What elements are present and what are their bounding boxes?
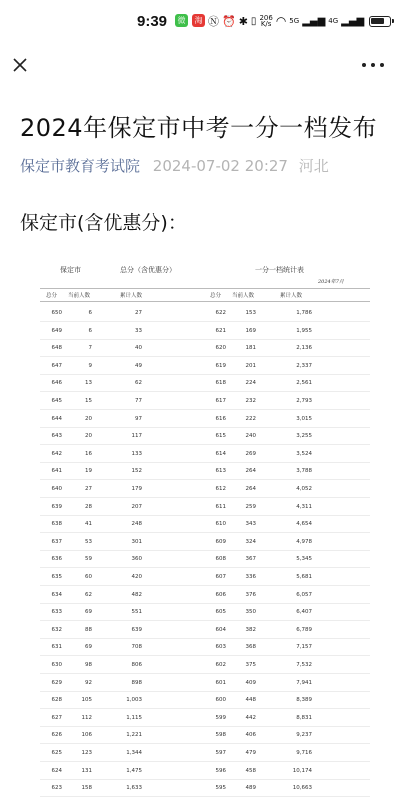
table-cell: 627: [51, 714, 62, 721]
table-cell: 7,941: [296, 679, 312, 686]
table-row: [40, 504, 370, 516]
table-row: [40, 785, 370, 797]
table-cell: 27: [135, 310, 142, 316]
table-date-note: 2024年7月: [318, 279, 344, 285]
table-cell: 69: [85, 644, 92, 651]
col-header-score-1: 总分: [46, 293, 58, 299]
table-cell: 6: [88, 310, 92, 316]
table-cell: 62: [85, 591, 92, 598]
row-divider: [40, 655, 370, 656]
table-cell: 117: [131, 433, 142, 440]
table-cell: 4,311: [296, 503, 312, 510]
table-cell: 8,389: [296, 697, 312, 704]
table-row: [40, 697, 370, 709]
table-cell: 617: [215, 398, 226, 404]
table-cell: 406: [245, 732, 256, 739]
table-cell: 27: [85, 486, 92, 492]
table-header-total: 总分（含优惠分）: [120, 266, 176, 274]
table-cell: 224: [245, 380, 256, 387]
table-row: [40, 380, 370, 392]
table-row: [40, 310, 370, 322]
vibrate-icon: ▯: [250, 15, 257, 27]
more-dot-icon: [380, 63, 384, 67]
table-cell: 4,654: [296, 521, 312, 528]
close-button[interactable]: [10, 55, 30, 75]
status-time: 9:39: [137, 13, 168, 30]
table-cell: 77: [135, 398, 142, 404]
row-divider: [40, 726, 370, 727]
table-cell: 9,716: [296, 750, 312, 756]
row-divider: [40, 339, 370, 340]
table-cell: 179: [131, 486, 142, 492]
table-cell: 621: [215, 327, 226, 334]
table-row: [40, 521, 370, 533]
table-cell: 20: [85, 415, 92, 422]
table-cell: 15: [85, 398, 92, 404]
wechat-notify-icon: 微: [175, 14, 188, 27]
table-cell: 604: [215, 626, 226, 633]
table-cell: 806: [131, 662, 142, 668]
table-cell: 264: [245, 486, 256, 492]
table-cell: 360: [131, 556, 142, 563]
table-cell: 619: [215, 362, 226, 369]
row-divider: [40, 444, 370, 445]
table-cell: 606: [215, 591, 226, 598]
col-header-cumulative-2: 累计人数: [280, 293, 303, 299]
table-cell: 605: [215, 609, 226, 616]
table-cell: 643: [51, 433, 62, 440]
table-cell: 641: [51, 468, 62, 475]
account-name-link[interactable]: 保定市教育考试院: [20, 157, 141, 175]
status-bar: [0, 0, 400, 44]
table-cell: 4,052: [296, 486, 312, 492]
table-cell: 1,955: [296, 327, 312, 334]
table-cell: 636: [51, 556, 62, 563]
close-icon: [10, 55, 30, 75]
table-cell: 639: [51, 503, 62, 510]
table-row: [40, 768, 370, 780]
table-cell: 153: [245, 310, 256, 316]
row-divider: [40, 620, 370, 621]
table-rule: [40, 288, 370, 289]
table-cell: 611: [215, 503, 226, 510]
table-cell: 240: [245, 433, 256, 440]
table-cell: 597: [215, 750, 226, 756]
table-cell: 20: [85, 433, 92, 440]
table-cell: 609: [215, 538, 226, 545]
signal-5g-label: 5G: [289, 17, 300, 25]
table-row: [40, 715, 370, 727]
table-cell: 181: [245, 345, 256, 352]
taobao-notify-icon: 淘: [192, 14, 205, 27]
row-divider: [40, 321, 370, 322]
table-cell: 6,057: [296, 591, 312, 598]
table-cell: 13: [85, 380, 92, 387]
table-cell: 646: [51, 380, 62, 387]
table-cell: 69: [85, 609, 92, 616]
table-cell: 33: [135, 327, 142, 334]
table-cell: 92: [85, 679, 92, 686]
table-cell: 601: [215, 679, 226, 686]
table-cell: 631: [51, 644, 62, 651]
table-cell: 2,793: [296, 398, 312, 404]
article-meta: [20, 155, 329, 176]
table-cell: 152: [131, 468, 142, 475]
row-divider: [40, 532, 370, 533]
col-header-score-2: 总分: [210, 293, 222, 299]
table-row: [40, 732, 370, 744]
table-cell: 637: [51, 538, 62, 545]
table-cell: 645: [51, 398, 62, 404]
table-cell: 112: [81, 714, 92, 721]
row-divider: [40, 603, 370, 604]
signal-4g-label: 4G: [328, 17, 339, 25]
table-cell: 647: [51, 362, 62, 369]
table-cell: 479: [245, 750, 256, 756]
table-header-city: 保定市: [60, 266, 81, 274]
table-cell: 269: [245, 450, 256, 457]
row-divider: [40, 779, 370, 780]
table-cell: 616: [215, 415, 226, 422]
table-cell: 19: [85, 468, 92, 475]
table-cell: 458: [245, 767, 256, 774]
col-header-current-2: 当前人数: [232, 293, 255, 299]
table-cell: 324: [245, 538, 256, 545]
table-cell: 633: [51, 609, 62, 616]
table-cell: 448: [245, 697, 256, 704]
score-table-image[interactable]: [40, 258, 370, 792]
table-cell: 59: [85, 556, 92, 563]
table-cell: 7: [88, 345, 92, 352]
table-cell: 97: [135, 415, 142, 422]
table-row: [40, 556, 370, 568]
row-divider: [40, 550, 370, 551]
table-row: [40, 627, 370, 639]
table-cell: 2,136: [296, 345, 312, 352]
table-cell: 622: [215, 310, 226, 316]
table-cell: 376: [245, 591, 256, 598]
more-dot-icon: [362, 63, 366, 67]
table-cell: 8,831: [296, 714, 312, 721]
table-cell: 482: [131, 591, 142, 598]
table-rule: [40, 301, 370, 302]
table-cell: 642: [51, 450, 62, 457]
more-options-button[interactable]: [362, 56, 384, 74]
table-row: [40, 398, 370, 410]
table-cell: 105: [81, 697, 92, 704]
table-cell: 169: [245, 327, 256, 334]
more-dot-icon: [371, 63, 375, 67]
battery-icon: [369, 16, 391, 27]
table-cell: 264: [245, 468, 256, 475]
table-header-title: 一分一档统计表: [255, 266, 304, 274]
col-header-cumulative-1: 累计人数: [120, 293, 143, 299]
row-divider: [40, 409, 370, 410]
table-cell: 603: [215, 644, 226, 651]
row-divider: [40, 708, 370, 709]
table-cell: 62: [135, 380, 142, 387]
table-cell: 259: [245, 503, 256, 510]
signal-bars-icon: ▂▄▆: [341, 15, 365, 27]
table-cell: 607: [215, 574, 226, 580]
table-cell: 41: [85, 521, 92, 528]
table-cell: 620: [215, 345, 226, 352]
table-cell: 9,237: [296, 732, 312, 739]
table-cell: 613: [215, 468, 226, 475]
table-cell: 382: [245, 626, 256, 633]
table-cell: 368: [245, 644, 256, 651]
table-cell: 222: [245, 415, 256, 422]
table-cell: 625: [51, 750, 62, 756]
row-divider: [40, 427, 370, 428]
table-row: [40, 451, 370, 463]
status-indicators: [208, 13, 391, 29]
row-divider: [40, 515, 370, 516]
table-cell: 442: [245, 714, 256, 721]
table-row: [40, 468, 370, 480]
table-cell: 632: [51, 626, 62, 633]
table-cell: 635: [51, 574, 62, 580]
publish-location: 河北: [298, 157, 329, 175]
table-cell: 375: [245, 662, 256, 668]
table-row: [40, 644, 370, 656]
table-row: [40, 592, 370, 604]
publish-date: 2024-07-02 20:27: [152, 157, 288, 175]
table-cell: 615: [215, 433, 226, 440]
row-divider: [40, 479, 370, 480]
table-cell: 248: [131, 521, 142, 528]
table-cell: 350: [245, 609, 256, 616]
table-cell: 629: [51, 679, 62, 686]
table-cell: 614: [215, 450, 226, 457]
wifi-icon: ◠: [275, 14, 287, 28]
table-cell: 343: [245, 521, 256, 528]
table-cell: 7,532: [296, 662, 312, 668]
table-cell: 630: [51, 662, 62, 668]
bluetooth-icon: ✱: [238, 14, 248, 28]
table-cell: 60: [85, 574, 92, 580]
table-cell: 639: [131, 626, 142, 633]
table-cell: 49: [135, 362, 142, 369]
nfc-icon: Ⓝ: [208, 15, 219, 28]
table-cell: 608: [215, 556, 226, 563]
table-cell: 6: [88, 327, 92, 334]
table-cell: 638: [51, 521, 62, 528]
table-cell: 133: [131, 450, 142, 457]
table-row: [40, 539, 370, 551]
row-divider: [40, 638, 370, 639]
table-cell: 2,337: [296, 362, 312, 369]
row-divider: [40, 497, 370, 498]
table-cell: 88: [85, 626, 92, 633]
table-cell: 708: [131, 644, 142, 651]
table-cell: 628: [51, 697, 62, 704]
table-cell: 5,681: [296, 574, 312, 580]
table-cell: 3,788: [296, 468, 312, 475]
table-cell: 595: [215, 785, 226, 792]
table-cell: 599: [215, 714, 226, 721]
table-cell: 1,115: [126, 714, 142, 721]
table-cell: 600: [215, 697, 226, 704]
table-cell: 10,174: [292, 767, 312, 774]
table-row: [40, 609, 370, 621]
table-cell: 98: [85, 662, 92, 668]
table-cell: 53: [85, 538, 92, 545]
table-cell: 623: [51, 785, 62, 792]
table-cell: 158: [81, 785, 92, 792]
table-cell: 6,407: [296, 609, 312, 616]
table-row: [40, 680, 370, 692]
table-cell: 409: [245, 679, 256, 686]
table-cell: 551: [131, 609, 142, 616]
table-cell: 336: [245, 574, 256, 580]
table-cell: 602: [215, 662, 226, 668]
table-row: [40, 433, 370, 445]
row-divider: [40, 743, 370, 744]
row-divider: [40, 673, 370, 674]
table-row: [40, 416, 370, 428]
row-divider: [40, 567, 370, 568]
table-cell: 3,524: [296, 450, 312, 457]
table-cell: 648: [51, 345, 62, 352]
table-cell: 9: [88, 362, 92, 369]
row-divider: [40, 761, 370, 762]
signal-bars-icon: ▂▄▆: [302, 15, 326, 27]
col-header-current-1: 当前人数: [68, 293, 91, 299]
table-cell: 420: [131, 574, 142, 580]
table-cell: 2,561: [296, 380, 312, 387]
row-divider: [40, 585, 370, 586]
table-cell: 626: [51, 732, 62, 739]
table-cell: 106: [81, 732, 92, 739]
table-cell: 618: [215, 380, 226, 387]
article-title: 2024年保定市中考一分一档发布: [20, 114, 378, 142]
table-cell: 123: [81, 750, 92, 756]
table-cell: 1,344: [126, 750, 142, 756]
table-cell: 131: [81, 767, 92, 774]
table-cell: 1,475: [126, 767, 142, 774]
table-cell: 644: [51, 415, 62, 422]
row-divider: [40, 374, 370, 375]
table-cell: 634: [51, 591, 62, 598]
table-cell: 489: [245, 785, 256, 792]
row-divider: [40, 356, 370, 357]
table-row: [40, 486, 370, 498]
table-cell: 650: [51, 310, 62, 316]
table-cell: 898: [131, 679, 142, 686]
row-divider: [40, 691, 370, 692]
table-cell: 7,157: [296, 644, 312, 651]
table-cell: 1,221: [126, 732, 142, 739]
table-row: [40, 328, 370, 340]
table-cell: 28: [85, 503, 92, 510]
row-divider: [40, 462, 370, 463]
table-row: [40, 363, 370, 375]
table-row: [40, 345, 370, 357]
net-speed: 206 K/s: [259, 14, 273, 28]
table-cell: 16: [85, 450, 92, 457]
table-cell: 649: [51, 327, 62, 334]
table-cell: 596: [215, 767, 226, 774]
table-cell: 1,003: [126, 697, 142, 704]
table-cell: 207: [131, 503, 142, 510]
table-cell: 40: [135, 345, 142, 352]
table-cell: 3,015: [296, 415, 312, 422]
table-cell: 640: [51, 486, 62, 492]
table-row: [40, 750, 370, 762]
table-cell: 612: [215, 486, 226, 492]
table-cell: 1,633: [126, 785, 142, 792]
table-cell: 598: [215, 732, 226, 739]
table-cell: 367: [245, 556, 256, 563]
table-cell: 624: [51, 767, 62, 774]
table-row: [40, 574, 370, 586]
table-cell: 1,786: [296, 310, 312, 316]
table-cell: 610: [215, 521, 226, 528]
table-cell: 301: [131, 538, 142, 545]
table-cell: 232: [245, 398, 256, 404]
table-row: [40, 662, 370, 674]
status-app-icons: [175, 14, 205, 27]
table-cell: 10,663: [292, 785, 312, 792]
alarm-icon: ⏰: [222, 14, 236, 28]
table-cell: 201: [245, 362, 256, 369]
table-cell: 6,789: [296, 626, 312, 633]
row-divider: [40, 391, 370, 392]
table-cell: 5,345: [296, 556, 312, 563]
table-cell: 4,978: [296, 538, 312, 545]
section-heading: 保定市(含优惠分)：: [20, 212, 187, 234]
table-cell: 3,255: [296, 433, 312, 440]
